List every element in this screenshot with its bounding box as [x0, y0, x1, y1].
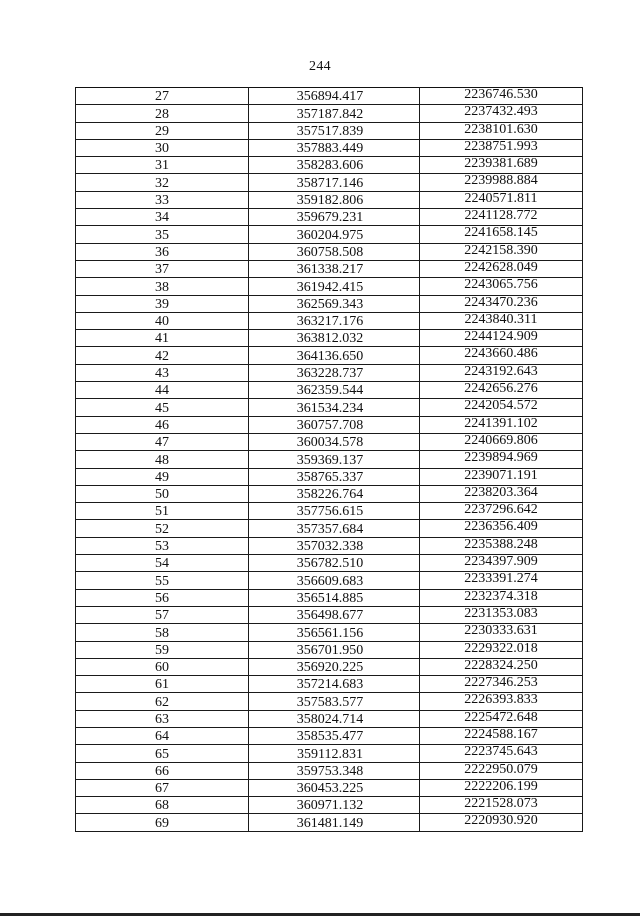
y-coordinate-cell: 2239894.969: [420, 451, 583, 468]
table-row: [76, 399, 583, 416]
x-coordinate-cell: 361338.217: [249, 260, 420, 277]
point-number-cell: 40: [76, 312, 249, 329]
x-coordinate-cell: 356514.885: [249, 589, 420, 606]
x-coordinate-cell: 361942.415: [249, 278, 420, 295]
x-coordinate-cell: 358717.146: [249, 174, 420, 191]
table-row: [76, 157, 583, 174]
y-coordinate-cell: 2229322.018: [420, 641, 583, 658]
table-row: [76, 762, 583, 779]
table-row: [76, 797, 583, 814]
table-row: [76, 676, 583, 693]
x-coordinate-cell: 364136.650: [249, 347, 420, 364]
coordinates-table-body: [76, 88, 583, 832]
y-coordinate-cell: 2238203.364: [420, 485, 583, 502]
y-coordinate-cell: 2224588.167: [420, 727, 583, 744]
point-number-cell: 65: [76, 745, 249, 762]
table-row: [76, 312, 583, 329]
table-row: [76, 745, 583, 762]
y-coordinate-cell: 2241128.772: [420, 209, 583, 226]
y-coordinate-cell: 2239071.191: [420, 468, 583, 485]
x-coordinate-cell: 362359.544: [249, 382, 420, 399]
table-row: [76, 243, 583, 260]
point-number-cell: 44: [76, 382, 249, 399]
point-number-cell: 27: [76, 88, 249, 105]
y-coordinate-cell: 2234397.909: [420, 555, 583, 572]
point-number-cell: 32: [76, 174, 249, 191]
point-number-cell: 34: [76, 209, 249, 226]
x-coordinate-cell: 356609.683: [249, 572, 420, 589]
x-coordinate-cell: 360204.975: [249, 226, 420, 243]
y-coordinate-cell: 2226393.833: [420, 693, 583, 710]
y-coordinate-cell: 2236746.530: [420, 88, 583, 105]
point-number-cell: 50: [76, 485, 249, 502]
point-number-cell: 63: [76, 710, 249, 727]
y-coordinate-cell: 2238751.993: [420, 139, 583, 156]
x-coordinate-cell: 358226.764: [249, 485, 420, 502]
y-coordinate-cell: 2244124.909: [420, 330, 583, 347]
x-coordinate-cell: 356920.225: [249, 658, 420, 675]
point-number-cell: 39: [76, 295, 249, 312]
point-number-cell: 47: [76, 433, 249, 450]
y-coordinate-cell: 2243470.236: [420, 295, 583, 312]
point-number-cell: 37: [76, 260, 249, 277]
point-number-cell: 38: [76, 278, 249, 295]
y-coordinate-cell: 2233391.274: [420, 572, 583, 589]
point-number-cell: 54: [76, 555, 249, 572]
x-coordinate-cell: 356701.950: [249, 641, 420, 658]
x-coordinate-cell: 357357.684: [249, 520, 420, 537]
y-coordinate-cell: 2240669.806: [420, 433, 583, 450]
point-number-cell: 35: [76, 226, 249, 243]
table-row: [76, 88, 583, 105]
table-row: [76, 174, 583, 191]
point-number-cell: 45: [76, 399, 249, 416]
x-coordinate-cell: 357187.842: [249, 105, 420, 122]
x-coordinate-cell: 357032.338: [249, 537, 420, 554]
y-coordinate-cell: 2236356.409: [420, 520, 583, 537]
y-coordinate-cell: 2237296.642: [420, 503, 583, 520]
x-coordinate-cell: 363812.032: [249, 330, 420, 347]
y-coordinate-cell: 2243065.756: [420, 278, 583, 295]
y-coordinate-cell: 2220930.920: [420, 814, 583, 831]
point-number-cell: 57: [76, 606, 249, 623]
table-row: [76, 710, 583, 727]
table-row: [76, 727, 583, 744]
point-number-cell: 62: [76, 693, 249, 710]
table-row: [76, 451, 583, 468]
point-number-cell: 55: [76, 572, 249, 589]
y-coordinate-cell: 2241658.145: [420, 226, 583, 243]
y-coordinate-cell: 2240571.811: [420, 191, 583, 208]
point-number-cell: 53: [76, 537, 249, 554]
y-coordinate-cell: 2225472.648: [420, 710, 583, 727]
point-number-cell: 33: [76, 191, 249, 208]
x-coordinate-cell: 360758.508: [249, 243, 420, 260]
page-number: 244: [309, 59, 331, 74]
table-row: [76, 814, 583, 831]
y-coordinate-cell: 2235388.248: [420, 537, 583, 554]
table-row: [76, 260, 583, 277]
table-row: [76, 468, 583, 485]
point-number-cell: 41: [76, 330, 249, 347]
x-coordinate-cell: 357756.615: [249, 503, 420, 520]
x-coordinate-cell: 363228.737: [249, 364, 420, 381]
x-coordinate-cell: 358283.606: [249, 157, 420, 174]
table-row: [76, 485, 583, 502]
y-coordinate-cell: 2243840.311: [420, 312, 583, 329]
point-number-cell: 36: [76, 243, 249, 260]
x-coordinate-cell: 360034.578: [249, 433, 420, 450]
table-row: [76, 589, 583, 606]
table-row: [76, 209, 583, 226]
x-coordinate-cell: 359182.806: [249, 191, 420, 208]
x-coordinate-cell: 356561.156: [249, 624, 420, 641]
y-coordinate-cell: 2230333.631: [420, 624, 583, 641]
x-coordinate-cell: 358535.477: [249, 727, 420, 744]
x-coordinate-cell: 360453.225: [249, 779, 420, 796]
table-row: [76, 330, 583, 347]
point-number-cell: 58: [76, 624, 249, 641]
x-coordinate-cell: 363217.176: [249, 312, 420, 329]
point-number-cell: 49: [76, 468, 249, 485]
table-row: [76, 606, 583, 623]
y-coordinate-cell: 2238101.630: [420, 122, 583, 139]
y-coordinate-cell: 2241391.102: [420, 416, 583, 433]
table-row: [76, 537, 583, 554]
point-number-cell: 66: [76, 762, 249, 779]
x-coordinate-cell: 360971.132: [249, 797, 420, 814]
x-coordinate-cell: 358024.714: [249, 710, 420, 727]
point-number-cell: 30: [76, 139, 249, 156]
x-coordinate-cell: 357583.577: [249, 693, 420, 710]
point-number-cell: 52: [76, 520, 249, 537]
y-coordinate-cell: 2228324.250: [420, 658, 583, 675]
point-number-cell: 59: [76, 641, 249, 658]
x-coordinate-cell: 359753.348: [249, 762, 420, 779]
y-coordinate-cell: 2222206.199: [420, 779, 583, 796]
table-row: [76, 278, 583, 295]
y-coordinate-cell: 2242054.572: [420, 399, 583, 416]
table-row: [76, 503, 583, 520]
x-coordinate-cell: 360757.708: [249, 416, 420, 433]
y-coordinate-cell: 2242656.276: [420, 382, 583, 399]
x-coordinate-cell: 359679.231: [249, 209, 420, 226]
coordinates-table: [75, 87, 583, 832]
x-coordinate-cell: 356782.510: [249, 555, 420, 572]
point-number-cell: 67: [76, 779, 249, 796]
y-coordinate-cell: 2231353.083: [420, 606, 583, 623]
table-row: [76, 364, 583, 381]
x-coordinate-cell: 361481.149: [249, 814, 420, 831]
point-number-cell: 64: [76, 727, 249, 744]
y-coordinate-cell: 2222950.079: [420, 762, 583, 779]
point-number-cell: 51: [76, 503, 249, 520]
table-row: [76, 658, 583, 675]
point-number-cell: 31: [76, 157, 249, 174]
y-coordinate-cell: 2239381.689: [420, 157, 583, 174]
x-coordinate-cell: 356498.677: [249, 606, 420, 623]
y-coordinate-cell: 2232374.318: [420, 589, 583, 606]
table-row: [76, 433, 583, 450]
y-coordinate-cell: 2242158.390: [420, 243, 583, 260]
x-coordinate-cell: 357883.449: [249, 139, 420, 156]
table-row: [76, 382, 583, 399]
table-row: [76, 105, 583, 122]
point-number-cell: 29: [76, 122, 249, 139]
x-coordinate-cell: 359369.137: [249, 451, 420, 468]
point-number-cell: 60: [76, 658, 249, 675]
y-coordinate-cell: 2223745.643: [420, 745, 583, 762]
y-coordinate-cell: 2239988.884: [420, 174, 583, 191]
table-row: [76, 226, 583, 243]
table-row: [76, 555, 583, 572]
table-row: [76, 520, 583, 537]
y-coordinate-cell: 2242628.049: [420, 260, 583, 277]
y-coordinate-cell: 2243660.486: [420, 347, 583, 364]
y-coordinate-cell: 2227346.253: [420, 676, 583, 693]
table-row: [76, 139, 583, 156]
table-row: [76, 347, 583, 364]
table-row: [76, 624, 583, 641]
x-coordinate-cell: 357214.683: [249, 676, 420, 693]
x-coordinate-cell: 356894.417: [249, 88, 420, 105]
y-coordinate-cell: 2221528.073: [420, 797, 583, 814]
table-row: [76, 641, 583, 658]
y-coordinate-cell: 2243192.643: [420, 364, 583, 381]
x-coordinate-cell: 358765.337: [249, 468, 420, 485]
table-row: [76, 572, 583, 589]
point-number-cell: 46: [76, 416, 249, 433]
point-number-cell: 28: [76, 105, 249, 122]
x-coordinate-cell: 359112.831: [249, 745, 420, 762]
point-number-cell: 43: [76, 364, 249, 381]
table-row: [76, 191, 583, 208]
point-number-cell: 42: [76, 347, 249, 364]
point-number-cell: 56: [76, 589, 249, 606]
point-number-cell: 61: [76, 676, 249, 693]
y-coordinate-cell: 2237432.493: [420, 105, 583, 122]
table-row: [76, 122, 583, 139]
table-row: [76, 693, 583, 710]
point-number-cell: 69: [76, 814, 249, 831]
point-number-cell: 48: [76, 451, 249, 468]
x-coordinate-cell: 357517.839: [249, 122, 420, 139]
table-row: [76, 295, 583, 312]
x-coordinate-cell: 362569.343: [249, 295, 420, 312]
x-coordinate-cell: 361534.234: [249, 399, 420, 416]
table-row: [76, 416, 583, 433]
point-number-cell: 68: [76, 797, 249, 814]
table-row: [76, 779, 583, 796]
